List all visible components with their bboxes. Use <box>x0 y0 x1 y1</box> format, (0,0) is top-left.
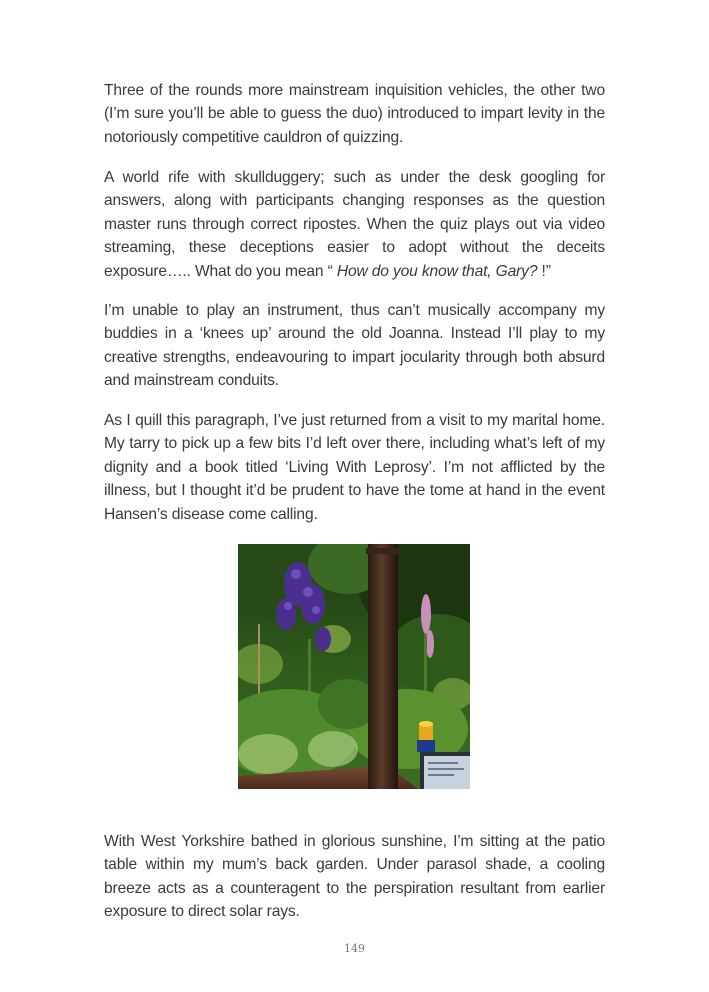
paragraph-west-yorkshire: With West Yorkshire bathed in glorious sunshine, I’m sitting at the patio table within my mum’s back garden. Under parasol shade, a cooling breeze acts as a counteragent to the perspiration resultant from earlier exposure to direct solar rays. <box>104 833 605 921</box>
garden-photo <box>238 544 470 789</box>
page-number: 149 <box>344 942 365 955</box>
paragraph-quiz-rounds: Three of the rounds more mainstream inquisition vehicles, the other two (I’m sure you’ll be able to guess the duo) introduced to impart levity in the notoriously competitive cauldron of quizzing. <box>104 82 605 146</box>
paragraph-skullduggery-quote: How do you know that, Gary? <box>336 262 538 280</box>
paragraph-skullduggery-end: !” <box>537 262 551 280</box>
paragraph-instrument: I’m unable to play an instrument, thus can’t musically accompany my buddies in a ‘knees up’ around the old Joanna. Instead I’ll play to my creative strengths, endeavouring to impart jocularity through both absurd and mainstream conduits. <box>104 302 605 390</box>
paragraph-skullduggery-text: A world rife with skullduggery; such as under the desk googling for answers, along with participants changing responses as the question master runs through correct ripostes. When the quiz plays out via video streaming, these deceptions easier to adopt without the deceits exposure….. What do you mean “ <box>104 169 605 280</box>
paragraph-marital-home: As I quill this paragraph, I’ve just returned from a visit to my marital home. My tarry to pick up a few bits I’d left over there, including what’s left of my dignity and a book titled ‘Living With Leprosy’. I’m not afflicted by the illness, but I thought it’d be prudent to have the tome at hand in the event Hansen’s disease come calling. <box>104 412 605 523</box>
paragraph-skullduggery <box>104 166 605 283</box>
